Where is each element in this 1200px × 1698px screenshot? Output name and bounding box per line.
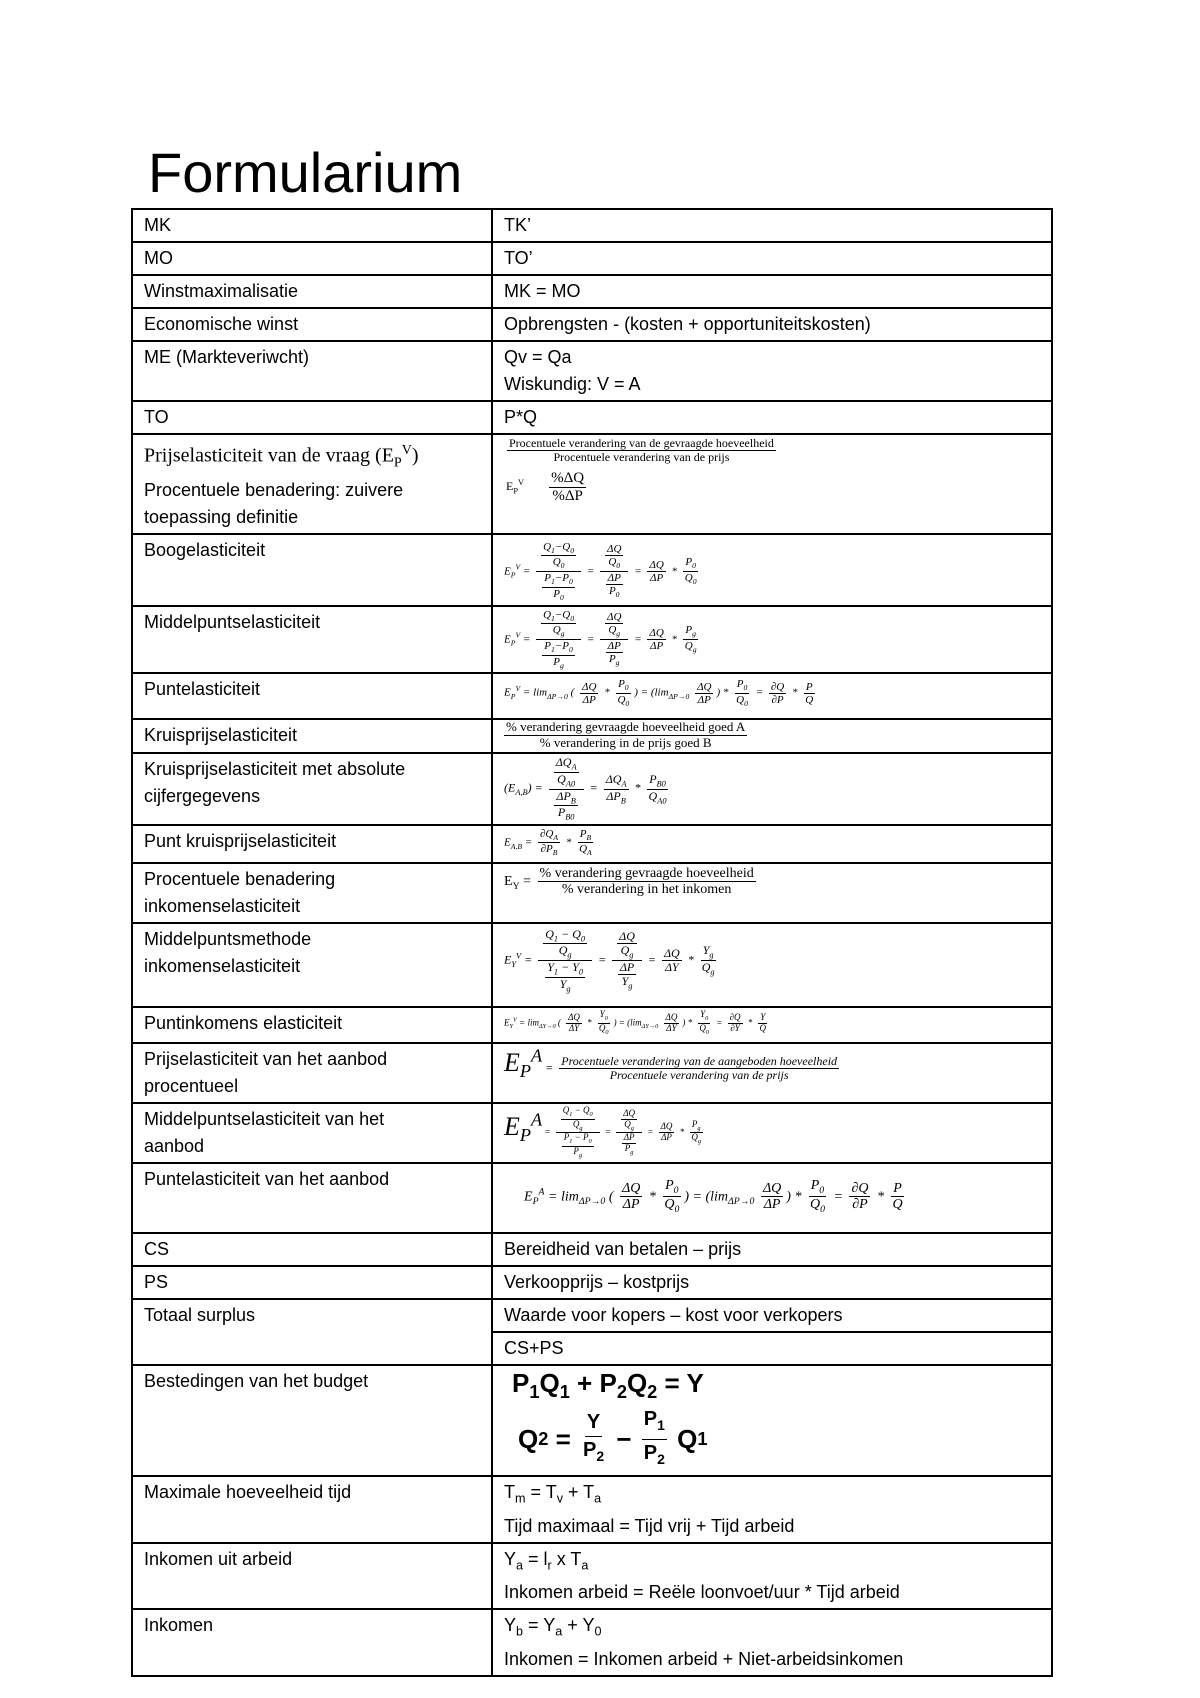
table-row (132, 401, 1052, 434)
term-cell (132, 863, 492, 923)
fraction: $\frac{P_0}{Q_0}$ (684, 556, 697, 587)
label-text: Prijselasticiteit van de vraag (E (144, 444, 394, 467)
formula-cell (492, 863, 1052, 923)
fraction: $\frac{P_{B0}}{Q_{A0}}$ (648, 771, 667, 805)
fraction: $\frac{Y}{P_2}$ (583, 1410, 605, 1464)
formula-line: $T_m = T_v + T_a$ (504, 1481, 602, 1506)
fraction: $\frac{\frac{\Delta Q}{Q_0}}{\frac{\Delta P}{P_0}}$ (600, 543, 628, 600)
fraction-numerator: %ΔQ (551, 470, 585, 487)
fraction-numerator: Procentuele verandering van de aangeboden hoeveelheid (561, 1054, 838, 1068)
formula-image: $E_Y$ = $\frac{\text{\% verandering gevraagde hoeveelheid}}{\text{\% verandering in het inkomen}}$ (504, 865, 754, 898)
table-row (132, 1233, 1052, 1266)
formula-cell (492, 753, 1052, 825)
term-cell: Economische winst (132, 308, 492, 341)
term-cell: ME (Markteveriwcht) (132, 341, 492, 401)
label-line: Kruisprijselasticiteit met absolute (144, 759, 406, 780)
table-row (132, 242, 1052, 275)
fraction: $\frac{\Delta Q}{\Delta P}$ (660, 1121, 673, 1143)
fraction-denominator: Procentuele verandering van de prijs (609, 1068, 789, 1083)
term-cell: CS (132, 1233, 492, 1266)
formula-cell (492, 1609, 1052, 1676)
fraction: $\frac{\partial Q_A}{\partial P_B}$ (540, 827, 559, 858)
fraction: $\frac{\partial Q}{\partial P}$ (851, 1180, 869, 1213)
table-row (132, 308, 1052, 341)
fraction-numerator: % verandering gevraagde hoeveelheid goed A (506, 719, 746, 735)
formula-line: Tijd maximaal = Tijd vrij + Tijd arbeid (504, 1515, 795, 1536)
term-cell: Punt kruisprijselasticiteit (132, 825, 492, 863)
fraction: $\frac{\frac{Q_1-Q_0}{Q_0}}{\frac{P_1-P_0}{P_0}}$ (536, 541, 581, 603)
table-row (132, 1543, 1052, 1610)
term-cell: TO (132, 401, 492, 434)
formula-image: $E_P^A$ = $\frac{\frac{Q_1 - Q_0}{Q_g}}{\frac{P_1 - P_0}{P_g}}$ = $\frac{\frac{\Delta Q}{Q_g}}{\frac{\Delta P}{P_g}}$ = $\frac{\Delta Q}{\Delta P}$ * $\frac{P_g}{Q_g}$ (504, 1104, 702, 1159)
table-row (132, 673, 1052, 719)
table-row (132, 719, 1052, 753)
fraction: $\frac{Y_0}{Q_0}$ (699, 1008, 709, 1036)
term-cell: Puntinkomens elasticiteit (132, 1007, 492, 1043)
table-row (132, 1476, 1052, 1543)
table-row (132, 1007, 1052, 1043)
formula-cell: CS+PS (492, 1332, 1052, 1365)
table-row (132, 1103, 1052, 1163)
fraction: $\frac{Y}{Q}$ (759, 1011, 767, 1033)
fraction: $\frac{P_g}{Q_g}$ (691, 1118, 702, 1146)
label-line: inkomenselasticiteit (144, 955, 301, 976)
fraction: $\frac{\partial Q}{\partial P}$ (770, 680, 785, 706)
fraction: $\frac{\frac{Q_1 - Q_0}{Q_g}}{\frac{Y_1 - Y_0}{Y_g}}$ (538, 928, 592, 994)
formula-cell: Opbrengsten - (kosten + opportuniteitskosten) (492, 308, 1052, 341)
fraction-denominator: Procentuele verandering van de prijs (553, 450, 730, 465)
formula-cell: MK = MO (492, 275, 1052, 308)
term-cell (132, 923, 492, 1007)
term-cell: Middelpuntselasticiteit (132, 606, 492, 674)
fraction: $\frac{\Delta Q}{\Delta P}$ (621, 1180, 641, 1213)
term-cell: Inkomen (132, 1609, 492, 1676)
table-row (132, 209, 1052, 242)
label-line: cijfergegevens (144, 786, 261, 807)
formula-line: Wiskundig: V = A (504, 374, 641, 394)
formula-image: $E_P^A$ = $\frac{\text{Procentuele verandering van de aangeboden hoeveelheid}}{\text{Procentuele verandering van de prijs}}$ (504, 1045, 838, 1083)
fraction: $\frac{Y_0}{Q_0}$ (598, 1008, 609, 1036)
fraction: $\frac{P_0}{Q_0}$ (809, 1177, 825, 1216)
formula-cell (492, 1007, 1052, 1043)
fraction: $\frac{Y_g}{Q_g}$ (701, 943, 715, 977)
formula-line: Inkomen arbeid = Reële loonvoet/uur * Tijd arbeid (504, 1582, 900, 1603)
formula-image: $E_Y^V$ = $\frac{\frac{Q_1 - Q_0}{Q_g}}{\frac{Y_1 - Y_0}{Y_g}}$ = $\frac{\frac{\Delta Q}{Q_g}}{\frac{\Delta P}{Y_g}}$ = $\frac{\Delta Q}{\Delta Y}$ * $\frac{Y_g}{Q_g}$ (504, 926, 715, 994)
formula-table (131, 208, 1053, 1677)
page-title: Formularium (148, 141, 463, 204)
term-cell: Kruisprijselasticiteit (132, 719, 492, 753)
formula-cell (492, 1543, 1052, 1610)
formula-cell: TK’ (492, 209, 1052, 242)
label-line: aanbod (144, 1135, 205, 1156)
formula-cell (492, 719, 1052, 753)
label-line: Middelpuntsmethode (144, 928, 312, 949)
table-row (132, 1266, 1052, 1299)
formula-cell (492, 606, 1052, 674)
table-row (132, 341, 1052, 401)
fraction: $\frac{\Delta Q}{\Delta Y}$ (664, 945, 680, 975)
fraction: $\frac{P_1}{P_2}$ (643, 1407, 665, 1467)
formula-cell (492, 1043, 1052, 1103)
table-row (132, 434, 1052, 534)
formula-cell (492, 341, 1052, 401)
term-cell (132, 1043, 492, 1103)
table-row (132, 923, 1052, 1007)
fraction (507, 437, 776, 464)
label-line: procentueel (144, 1075, 239, 1096)
term-cell (132, 434, 492, 534)
formula-cell: P*Q (492, 401, 1052, 434)
fraction (559, 1055, 839, 1082)
formula-image: $E_P^V = \lim_{\Delta P\to 0}$ ( $\frac{\Delta Q}{\Delta P}$ * $\frac{P_0}{Q_0}$ ) = ($\lim_{\Delta P\to 0}$ $\frac{\Delta Q}{\Delta P}$ ) * $\frac{P_0}{Q_0}$ = $\frac{\partial Q}{\partial P}$ * $\frac{P}{Q}$ (504, 678, 814, 709)
fraction-numerator: % verandering gevraagde hoeveelheid (539, 865, 754, 881)
formula-cell (492, 1103, 1052, 1163)
fraction: $\frac{\frac{\Delta Q}{Q_g}}{\frac{\Delta P}{P_g}}$ (600, 611, 628, 668)
budget-solution: Q 2 = $\frac{Y}{P_2}$ − $\frac{P_1}{P_2}$ Q 1 (518, 1406, 1040, 1473)
table-row (132, 1609, 1052, 1676)
fraction-denominator: % verandering in de prijs goed B (539, 734, 712, 750)
fraction: $\frac{P_B}{Q_A}$ (579, 827, 592, 858)
formula-cell (492, 534, 1052, 606)
budget-equation: $P_1Q_1 + P_2Q_2 = Y$ (512, 1367, 704, 1402)
term-cell: Totaal surplus (132, 1299, 492, 1365)
fraction: $\frac{\Delta Q_A}{\Delta P_B}$ (605, 771, 627, 805)
fraction: $\frac{P_0}{Q_0}$ (617, 678, 630, 709)
table-row (132, 1043, 1052, 1103)
term-cell: Inkomen uit arbeid (132, 1543, 492, 1610)
fraction: $\frac{P_0}{Q_0}$ (736, 678, 748, 709)
formula-cell: Bereidheid van betalen – prijs (492, 1233, 1052, 1266)
table-row (132, 534, 1052, 606)
term-cell: Winstmaximalisatie (132, 275, 492, 308)
formula-image: $\frac{\text{Procentuele verandering van de gevraagde hoeveelheid}}{\text{Procentuele verandering van de prijs}}$ $E_P^V$ $\frac{\%\Delta Q}{\%\Delta P}$ (506, 436, 774, 504)
term-cell: Maximale hoeveelheid tijd (132, 1476, 492, 1543)
formula-cell: TO’ (492, 242, 1052, 275)
label-line: Procentuele benadering: zuivere (144, 479, 404, 500)
fraction: $\frac{\Delta Q}{\Delta Y}$ (665, 1011, 678, 1033)
formula-cell (492, 434, 1052, 534)
table-row (132, 825, 1052, 863)
fraction: $\frac{\frac{Q_1 - Q_0}{Q_g}}{\frac{P_1 - P_0}{P_g}}$ (556, 1106, 600, 1160)
formula-image: $E_{A,B}$ = $\frac{\partial Q_A}{\partial P_B}$ * $\frac{P_B}{Q_A}$ (504, 827, 592, 858)
label-line: inkomenselasticiteit (144, 895, 301, 916)
formula-cell (492, 673, 1052, 719)
formula-line: Inkomen = Inkomen arbeid + Niet-arbeidsinkomen (504, 1648, 904, 1669)
formula-cell (492, 923, 1052, 1007)
label-sup: V (401, 443, 412, 458)
fraction: $\frac{\frac{\Delta Q}{Q_g}}{\frac{\Delta P}{P_g}}$ (616, 1109, 642, 1157)
fraction: $\frac{\frac{Q_1-Q_0}{Q_g}}{\frac{P_1-P_0}{P_g}}$ (536, 609, 581, 671)
fraction: $\frac{\frac{\Delta Q_A}{Q_{A0}}}{\frac{\Delta P_B}{P_{B0}}}$ (549, 756, 584, 822)
label-line: Procentuele benadering (144, 868, 336, 889)
term-cell: Puntelasticiteit van het aanbod (132, 1163, 492, 1233)
fraction: $\frac{\Delta Q}{\Delta P}$ (649, 558, 664, 584)
fraction: $\frac{\frac{\Delta Q}{Q_g}}{\frac{\Delta P}{Y_g}}$ (612, 930, 642, 991)
formula-image: $E_P^V$ = $\frac{\frac{Q_1-Q_0}{Q_0}}{\frac{P_1-P_0}{P_0}}$ = $\frac{\frac{\Delta Q}{Q_0}}{\frac{\Delta P}{P_0}}$ = $\frac{\Delta Q}{\Delta P}$ * $\frac{P_0}{Q_0}$ (504, 540, 697, 602)
formula-cell (492, 1476, 1052, 1543)
fraction: $\frac{\Delta Q}{\Delta P}$ (649, 626, 664, 652)
fraction: $\frac{P}{Q}$ (805, 680, 814, 706)
fraction-denominator: %ΔP (552, 487, 583, 504)
term-cell: MK (132, 209, 492, 242)
fraction (538, 866, 756, 898)
fraction: $\frac{\partial Q}{\partial Y}$ (729, 1011, 741, 1033)
term-cell: Puntelasticiteit (132, 673, 492, 719)
table-row (132, 1299, 1052, 1332)
table-row (132, 606, 1052, 674)
formula-cell: Waarde voor kopers – kost voor verkopers (492, 1299, 1052, 1332)
term-cell: MO (132, 242, 492, 275)
label-sub: P (393, 455, 402, 471)
fraction: $\frac{\Delta Q}{\Delta P}$ (762, 1180, 782, 1213)
table-row (132, 275, 1052, 308)
fraction: $\frac{P_g}{Q_g}$ (684, 624, 697, 655)
term-cell: Boogelasticiteit (132, 534, 492, 606)
fraction (549, 470, 586, 504)
table-row (132, 753, 1052, 825)
label-line: Prijselasticiteit van het aanbod (144, 1048, 388, 1069)
fraction (504, 720, 747, 750)
table-row (132, 863, 1052, 923)
label-line: Middelpuntselasticiteit van het (144, 1108, 385, 1129)
formula-image: $E_Y^V = \lim_{\Delta Y\to 0}$ ( $\frac{\Delta Q}{\Delta Y}$ * $\frac{Y_0}{Q_0}$ ) = ($\lim_{\Delta Y\to 0}$ $\frac{\Delta Q}{\Delta Y}$ ) * $\frac{Y_0}{Q_0}$ = $\frac{\partial Q}{\partial Y}$ * $\frac{Y}{Q}$ (504, 1008, 767, 1036)
formula-image: $(E_{A,B})$ = $\frac{\frac{\Delta Q_A}{Q_{A0}}}{\frac{\Delta P_B}{P_{B0}}}$ = $\frac{\Delta Q_A}{\Delta P_B}$ * $\frac{P_{B0}}{Q_{A0}}$ (504, 755, 667, 822)
formula-label: Prijselasticiteit van de vraag $(E_P^V)$ (144, 443, 419, 471)
label-line: toepassing definitie (144, 506, 299, 527)
fraction: $\frac{P}{Q}$ (892, 1180, 903, 1213)
formula-line: $Y_b = Y_a + Y_0$ (504, 1615, 602, 1639)
formula-cell (492, 1365, 1052, 1476)
formula-line: $Y_a = l_r$ x $T_a$ (504, 1548, 589, 1573)
term-cell (132, 753, 492, 825)
term-cell: PS (132, 1266, 492, 1299)
fraction-numerator: Procentuele verandering van de gevraagde hoeveelheid (509, 436, 774, 450)
formula-cell: Verkoopprijs – kostprijs (492, 1266, 1052, 1299)
formula-image: $E_P^V$ = $\frac{\frac{Q_1-Q_0}{Q_g}}{\frac{P_1-P_0}{P_g}}$ = $\frac{\frac{\Delta Q}{Q_g}}{\frac{\Delta P}{P_g}}$ = $\frac{\Delta Q}{\Delta P}$ * $\frac{P_g}{Q_g}$ (504, 608, 697, 670)
formula-cell (492, 1163, 1052, 1233)
formula-line: Qv = Qa (504, 347, 572, 367)
fraction: $\frac{P_0}{Q_0}$ (664, 1177, 680, 1216)
formula-cell (492, 825, 1052, 863)
table-row (132, 1163, 1052, 1233)
fraction: $\frac{\Delta Q}{\Delta P}$ (697, 680, 712, 706)
term-cell (132, 1103, 492, 1163)
fraction: $\frac{\Delta Q}{\Delta Y}$ (568, 1011, 580, 1033)
term-cell: Bestedingen van het budget (132, 1365, 492, 1476)
fraction: $\frac{\Delta Q}{\Delta P}$ (582, 680, 597, 706)
formula-image: $E_P^A = \lim_{\Delta P\to 0}$ ( $\frac{\Delta Q}{\Delta P}$ * $\frac{P_0}{Q_0}$ ) = ($\lim_{\Delta P\to 0}$ $\frac{\Delta Q}{\Delta P}$ ) * $\frac{P_0}{Q_0}$ = $\frac{\partial Q}{\partial P}$ * $\frac{P}{Q}$ (524, 1177, 903, 1216)
fraction-denominator: % verandering in het inkomen (561, 882, 732, 898)
table-row (132, 1365, 1052, 1476)
